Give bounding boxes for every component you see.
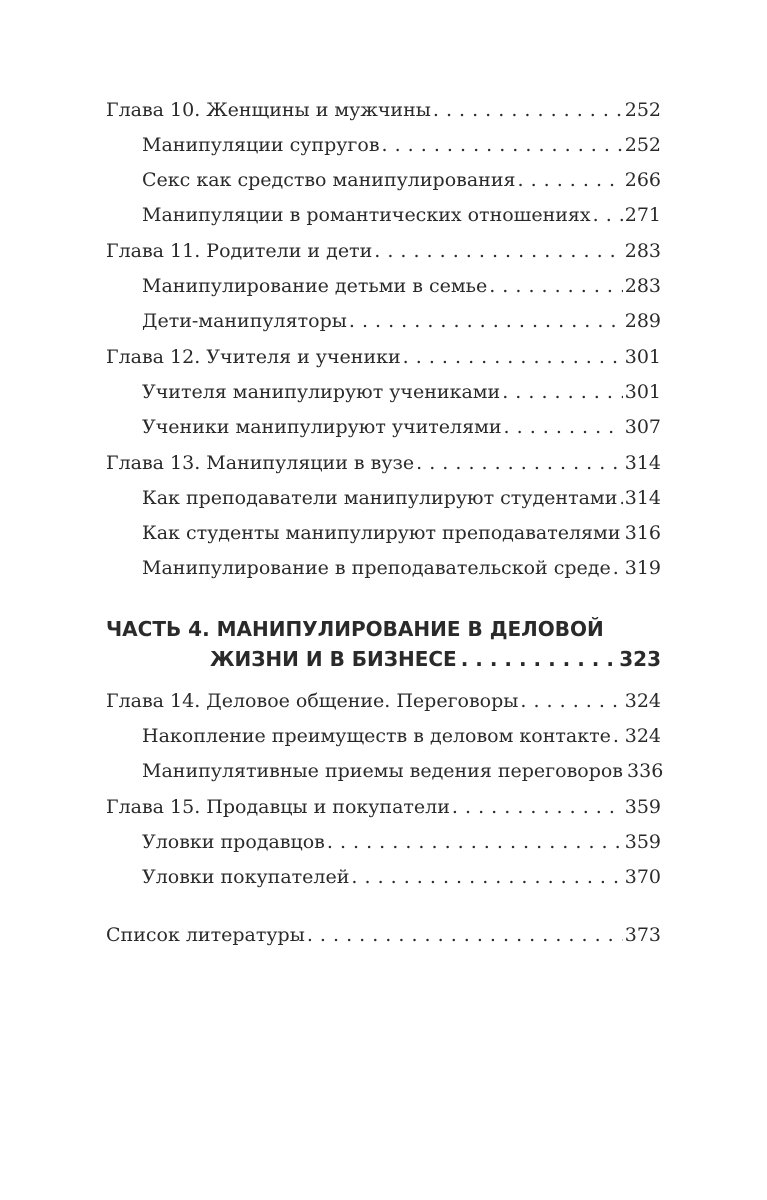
toc-entry-chapter-11[interactable]: [106, 239, 661, 263]
toc-entry-label: Уловки покупателей: [142, 866, 350, 888]
dot-leader: [433, 98, 623, 122]
toc-entry-section[interactable]: [142, 309, 661, 333]
toc-entry-chapter-10[interactable]: [106, 98, 661, 122]
dot-leader: [351, 865, 622, 889]
toc-entry-page: 289: [624, 310, 661, 332]
dot-leader: [461, 644, 616, 674]
dot-leader: [489, 274, 623, 298]
dot-leader: [307, 923, 623, 947]
toc-entry-page: 324: [624, 690, 661, 712]
dot-leader: [349, 309, 623, 333]
toc-entry-label: Манипулирование в преподавательской среде: [142, 557, 611, 579]
toc-entry-label: Уловки продавцов: [142, 831, 325, 853]
toc-entry-label: Манипуляции супругов: [142, 134, 380, 156]
toc-entry-section[interactable]: [142, 415, 661, 439]
toc-entry-section[interactable]: [142, 724, 661, 748]
part-title-line-2: [106, 644, 661, 674]
dot-leader: [517, 168, 622, 192]
toc-entry-label: Глава 13. Манипуляции в вузе: [106, 452, 415, 474]
toc-entry-chapter-12[interactable]: [106, 345, 661, 369]
dot-leader: [593, 203, 623, 227]
toc-entry-page: 266: [624, 169, 661, 191]
dot-leader: [504, 415, 623, 439]
toc-entry-page: 336: [627, 760, 664, 782]
toc-entry-page: 283: [624, 240, 661, 262]
dot-leader: [613, 724, 623, 748]
toc-entry-section[interactable]: [142, 168, 661, 192]
toc-entry-section[interactable]: [142, 133, 661, 157]
dot-leader: [520, 689, 622, 713]
toc-entry-label: Ученики манипулируют учителями: [142, 416, 502, 438]
toc-entry-page: 252: [624, 134, 661, 156]
toc-entry-page: 283: [624, 275, 661, 297]
toc-entry-page: 373: [624, 924, 661, 946]
dot-leader: [452, 795, 623, 819]
toc-entry-page: 319: [624, 557, 661, 579]
toc-entry-page: 252: [624, 99, 661, 121]
dot-leader: [327, 830, 623, 854]
toc-entry-section[interactable]: [142, 865, 661, 889]
part-title-line-2-text: ЖИЗНИ И В БИЗНЕСЕ: [210, 647, 457, 671]
toc-entry-page: 301: [624, 346, 661, 368]
toc-entry-section[interactable]: [142, 274, 661, 298]
toc-entry-section[interactable]: [142, 203, 661, 227]
part-title-line-1: ЧАСТЬ 4. МАНИПУЛИРОВАНИЕ В ДЕЛОВОЙ: [106, 617, 604, 641]
part-page: 323: [619, 647, 661, 671]
toc-entry-page: 370: [624, 866, 661, 888]
toc-entry-page: 271: [624, 204, 661, 226]
dot-leader: [403, 345, 623, 369]
dot-leader: [382, 133, 623, 157]
toc-entry-page: 314: [624, 452, 661, 474]
toc-entry-chapter-13[interactable]: [106, 451, 661, 475]
toc-entry-label: Глава 15. Продавцы и покупатели: [106, 796, 450, 818]
toc-entry-page: 301: [624, 381, 661, 403]
toc-entry-label: Накопление преимуществ в деловом контакте: [142, 725, 611, 747]
toc-entry-page: 359: [624, 831, 661, 853]
toc-entry-label: Глава 11. Родители и дети: [106, 240, 373, 262]
dot-leader: [613, 556, 623, 580]
toc-entry-label: Список литературы: [106, 924, 305, 946]
toc-entry-chapter-14[interactable]: [106, 689, 661, 713]
dot-leader: [374, 239, 623, 263]
toc-part-heading[interactable]: [106, 614, 661, 674]
toc-entry-label: Глава 12. Учителя и ученики: [106, 346, 401, 368]
toc-entry-label: Дети-манипуляторы: [142, 310, 347, 332]
toc-entry-label: Как преподаватели манипулируют студентами: [142, 487, 618, 509]
dot-leader: [619, 486, 622, 510]
dot-leader: [416, 451, 623, 475]
toc-entry-label: Глава 14. Деловое общение. Переговоры: [106, 690, 519, 712]
toc-entry-page: 324: [624, 725, 661, 747]
toc-entry-bibliography[interactable]: [106, 923, 661, 947]
toc-entry-label: Манипулирование детьми в семье: [142, 275, 488, 297]
toc-entry-label: Секс как средство манипулирования: [142, 169, 516, 191]
toc-entry-label: Манипуляции в романтических отношениях: [142, 204, 591, 226]
toc-entry-section[interactable]: [142, 759, 664, 783]
toc-entry-label: Учителя манипулируют учениками: [142, 381, 501, 403]
toc-entry-section[interactable]: [142, 830, 661, 854]
toc-entry-page: 314: [624, 487, 661, 509]
toc-entry-label: Как студенты манипулируют преподавателями: [142, 522, 621, 544]
toc-entry-page: 359: [624, 796, 661, 818]
toc-entry-chapter-15[interactable]: [106, 795, 661, 819]
toc-entry-section[interactable]: [142, 486, 661, 510]
toc-entry-section[interactable]: [142, 556, 661, 580]
toc-entry-page: 316: [624, 522, 661, 544]
toc-entry-label: Манипулятивные приемы ведения переговоров: [142, 760, 624, 782]
toc-entry-section[interactable]: [142, 521, 661, 545]
dot-leader: [502, 380, 623, 404]
toc-entry-section[interactable]: [142, 380, 661, 404]
toc-entry-page: 307: [624, 416, 661, 438]
toc-entry-label: Глава 10. Женщины и мужчины: [106, 99, 431, 121]
